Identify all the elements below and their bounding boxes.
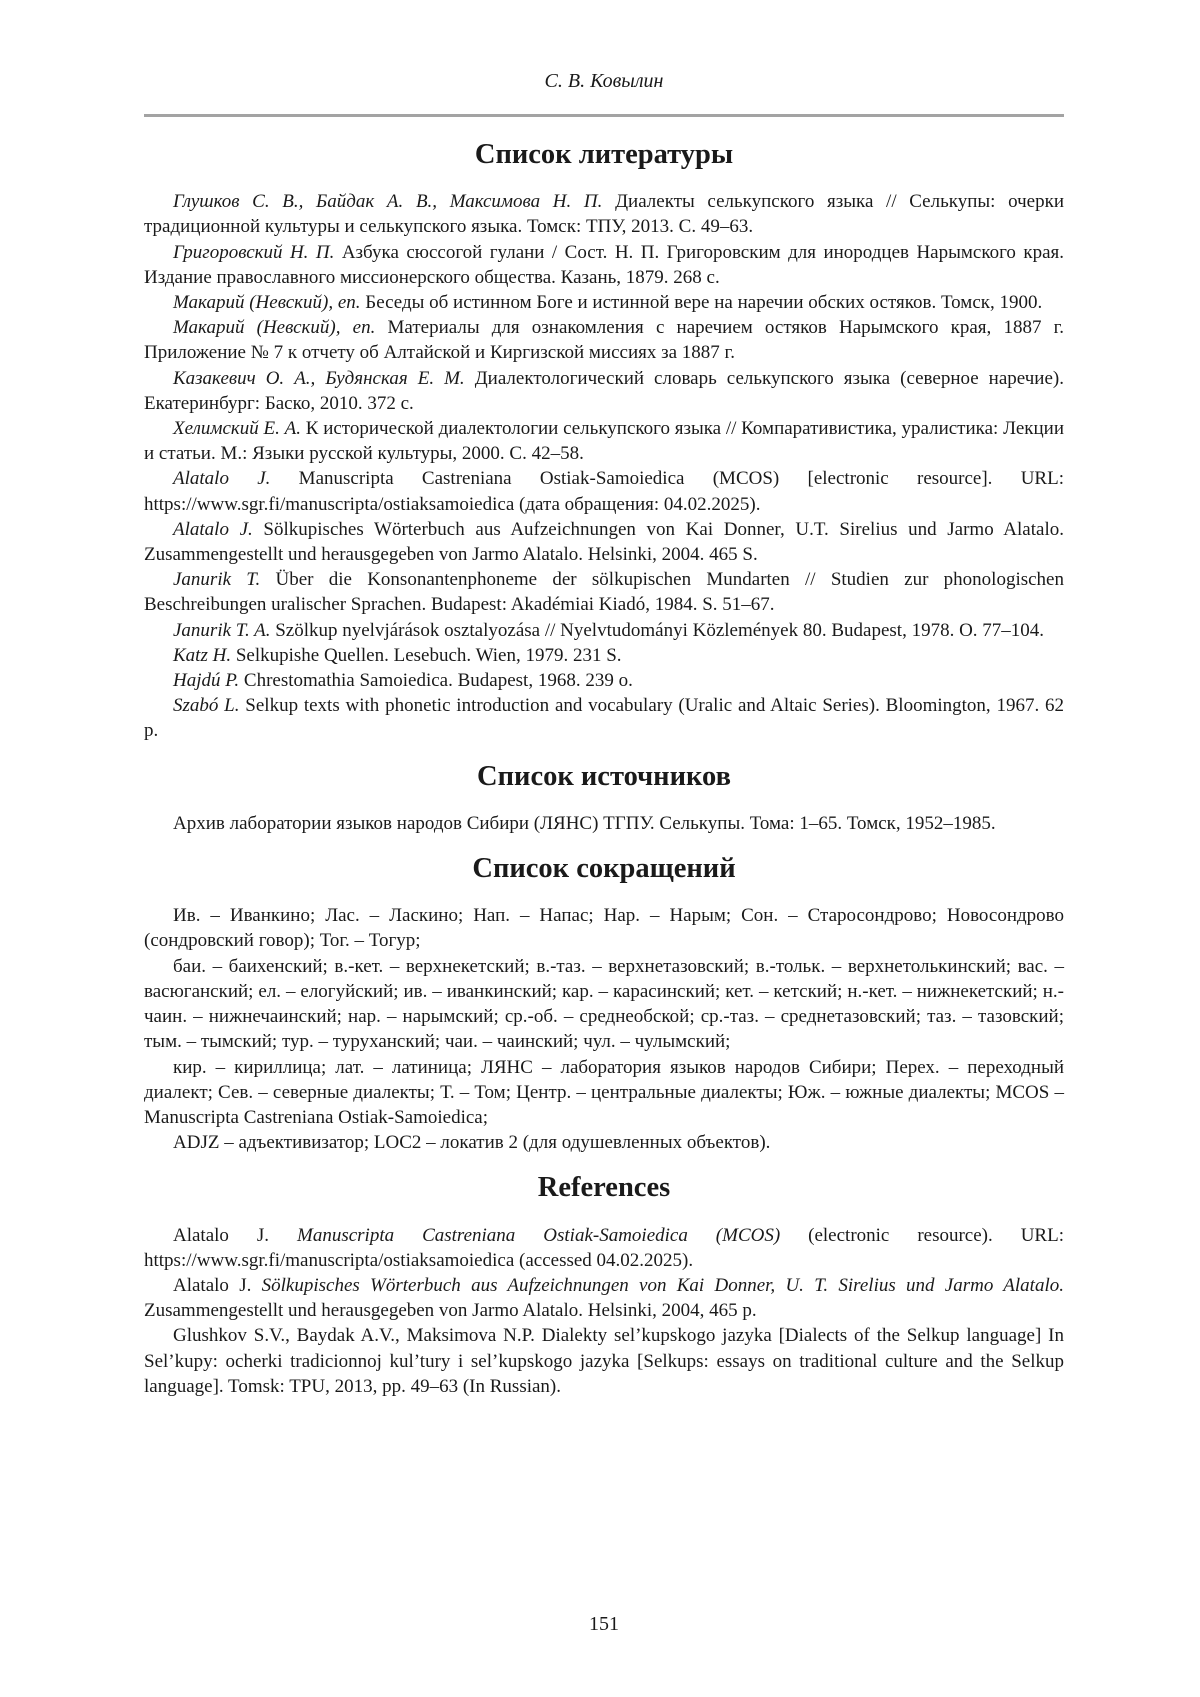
entry-author: Szabó L. <box>173 695 240 717</box>
abbreviations-list <box>144 903 1064 1155</box>
literature-entry <box>144 189 1064 239</box>
entry-author: Alatalo J. <box>173 468 271 490</box>
reference-lead: Alatalo J. <box>173 1224 297 1246</box>
entry-author: Макарий (Невский), еп. <box>173 292 361 314</box>
section-title-sources: Список источников <box>477 760 731 792</box>
entry-text: Manuscripta Castreniana Ostiak-Samoiedica (MCOS) [electronic resource]. URL: https://www.sgr.fi/manuscripta/ostiaksamoiedica (дата обращения: 04.02.2025). <box>144 468 1064 515</box>
entry-author: Макарий (Невский), еп. <box>173 317 376 339</box>
section-title-references: References <box>537 1172 671 1204</box>
literature-entry <box>144 643 1064 668</box>
reference-tail: (electronic resource). URL: https://www.sgr.fi/manuscripta/ostiaksamoiedica (accessed 04.02.2025). <box>144 1224 1064 1271</box>
entry-author: Григоровский Н. П. <box>173 241 335 263</box>
entry-text: Беседы об истинном Боге и истинной вере на наречии обских остяков. Томск, 1900. <box>360 292 1043 314</box>
reference-entry <box>144 1223 1064 1273</box>
entry-author: Казакевич О. А., Будянская Е. М. <box>173 367 465 389</box>
abbreviation-entry: кир. – кириллица; лат. – латиница; ЛЯНС – лаборатория языков народов Сибири; Перех. – переходный диалект; Сев. – северные диалекты; Т. – Том; Центр. – центральные диалекты; Юж. – южные диалекты; MCOS – Manuscripta Castreniana Ostiak-Samoiedica; <box>144 1056 1064 1128</box>
literature-entry <box>144 517 1064 567</box>
entry-text: Szölkup nyelvjárások osztalyozása // Nyelvtudományi Közlemények 80. Budapest, 1978. O. 77–104. <box>270 619 1045 641</box>
page-body <box>144 139 1065 1399</box>
literature-entry <box>144 315 1064 365</box>
reference-entry <box>144 1323 1064 1399</box>
entry-text: Sölkupisches Wörterbuch aus Aufzeichnungen von Kai Donner, U.T. Sirelius und Jarmo Alatalo. Zusammengestellt und herausgegeben von Jarmo Alatalo. Helsinki, 2004. 465 S. <box>144 518 1064 566</box>
entry-author: Janurik T. <box>173 569 261 591</box>
entry-author: Хелимский Е. А. <box>173 418 302 440</box>
entry-text: Диалекты селькупского языка // Селькупы: очерки традиционной культуры и селькупского языка. Томск: ТПУ, 2013. С. 49–63. <box>144 191 1064 238</box>
abbreviation-entry: баи. – баихенский; в.-кет. – верхнекетский; в.-таз. – верхнетазовский; в.-тольк. – верхнетолькинский; вас. – васюганский; ел. – елогуйский; ив. – иванкинский; кар. – карасинский; кет. – кетский; н.-кет. – нижнекетский; н.-чаин. – нижнечаинский; нар. – нарымский; ср.-об. – среднеобской; ср.-таз. – среднетазовский; таз. – тазовский; тым. – тымский; тур. – туруханский; чаи. – чаинский; чул. – чулымский; <box>144 955 1064 1053</box>
section-title-literature: Список литературы <box>474 139 734 170</box>
entry-text: Диалектологический словарь селькупского языка (северное наречие). Екатеринбург: Баско, 2010. 372 с. <box>144 367 1064 414</box>
entry-text: Über die Konsonantenphoneme der sölkupischen Mundarten // Studien zur phonologischen Beschreibungen uralischer Sprachen. Budapest: Akadémiai Kiadó, 1984. S. 51–67. <box>144 569 1064 616</box>
references-list <box>144 1223 1064 1399</box>
literature-entry <box>144 290 1064 315</box>
running-head-author: С. В. Ковылин <box>544 70 664 92</box>
literature-entry <box>144 567 1064 617</box>
header-rule <box>144 114 1064 117</box>
literature-list <box>144 189 1064 743</box>
entry-text: Chrestomathia Samoiedica. Budapest, 1968. 239 o. <box>239 670 633 692</box>
literature-entry <box>144 366 1064 416</box>
entry-author: Janurik T. A. <box>173 619 271 641</box>
literature-entry <box>144 668 1064 693</box>
section-title-abbreviations: Список сокращений <box>472 853 736 885</box>
entry-text: К исторической диалектологии селькупского языка // Компаративистика, уралистика: Лекции и статьи. М.: Языки русской культуры, 2000. С. 42–58. <box>144 418 1064 465</box>
page-number: 151 <box>589 1613 619 1635</box>
literature-entry <box>144 466 1064 516</box>
literature-entry <box>144 240 1064 290</box>
reference-tail: Zusammengestellt und herausgegeben von Jarmo Alatalo. Helsinki, 2004, 465 p. <box>144 1300 757 1322</box>
literature-entry <box>144 416 1064 466</box>
entry-author: Глушков С. В., Байдак А. В., Максимова Н. П. <box>173 191 603 213</box>
reference-title: Sölkupisches Wörterbuch aus Aufzeichnungen von Kai Donner, U. T. Sirelius und Jarmo Alatalo. <box>261 1274 1064 1296</box>
reference-title: Manuscripta Castreniana Ostiak-Samoiedica (MCOS) <box>297 1224 781 1246</box>
abbreviation-entry: ADJZ – адъективизатор; LOC2 – локатив 2 (для одушевленных объектов). <box>173 1132 771 1154</box>
abbreviation-entry: Ив. – Иванкино; Лас. – Ласкино; Нап. – Напас; Нар. – Нарым; Сон. – Старосондрово; Новосондрово (сондровский говор); Тог. – Тогур; <box>144 905 1064 952</box>
entry-text: Selkupishe Quellen. Lesebuch. Wien, 1979. 231 S. <box>231 644 622 666</box>
entry-text: Материалы для ознакомления с наречием остяков Нарымского края, 1887 г. Приложение № 7 к отчету об Алтайской и Киргизской миссиях за 1887 г. <box>144 317 1064 364</box>
entry-author: Katz H. <box>173 644 232 666</box>
sources-list <box>144 811 1064 836</box>
reference-lead: Alatalo J. <box>173 1274 262 1296</box>
entry-author: Alatalo J. <box>173 518 253 540</box>
literature-entry <box>144 618 1064 643</box>
entry-text: Азбука сюссогой гулани / Сост. Н. П. Григоровским для инородцев Нарымского края. Издание православного миссионерского общества. Казань, 1879. 268 с. <box>144 241 1065 288</box>
literature-entry <box>144 693 1064 743</box>
reference-lead: Glushkov S.V., Baydak A.V., Maksimova N.P. Dialekty sel’kupskogo jazyka [Dialects of the Selkup language] In Sel’kupy: ocherki tradicionnoj kul’tury i sel’kupskogo jazyka [Selkups: essays on traditional culture and the Selkup language]. Tomsk: TPU, 2013, pp. 49–63 (In Russian). <box>144 1325 1064 1397</box>
source-entry: Архив лаборатории языков народов Сибири (ЛЯНС) ТГПУ. Селькупы. Тома: 1–65. Томск, 1952–1985. <box>173 812 996 834</box>
entry-text: Selkup texts with phonetic introduction and vocabulary (Uralic and Altaic Series). Bloomington, 1967. 62 p. <box>144 695 1064 742</box>
entry-author: Hajdú P. <box>173 670 240 692</box>
reference-entry <box>144 1273 1064 1323</box>
